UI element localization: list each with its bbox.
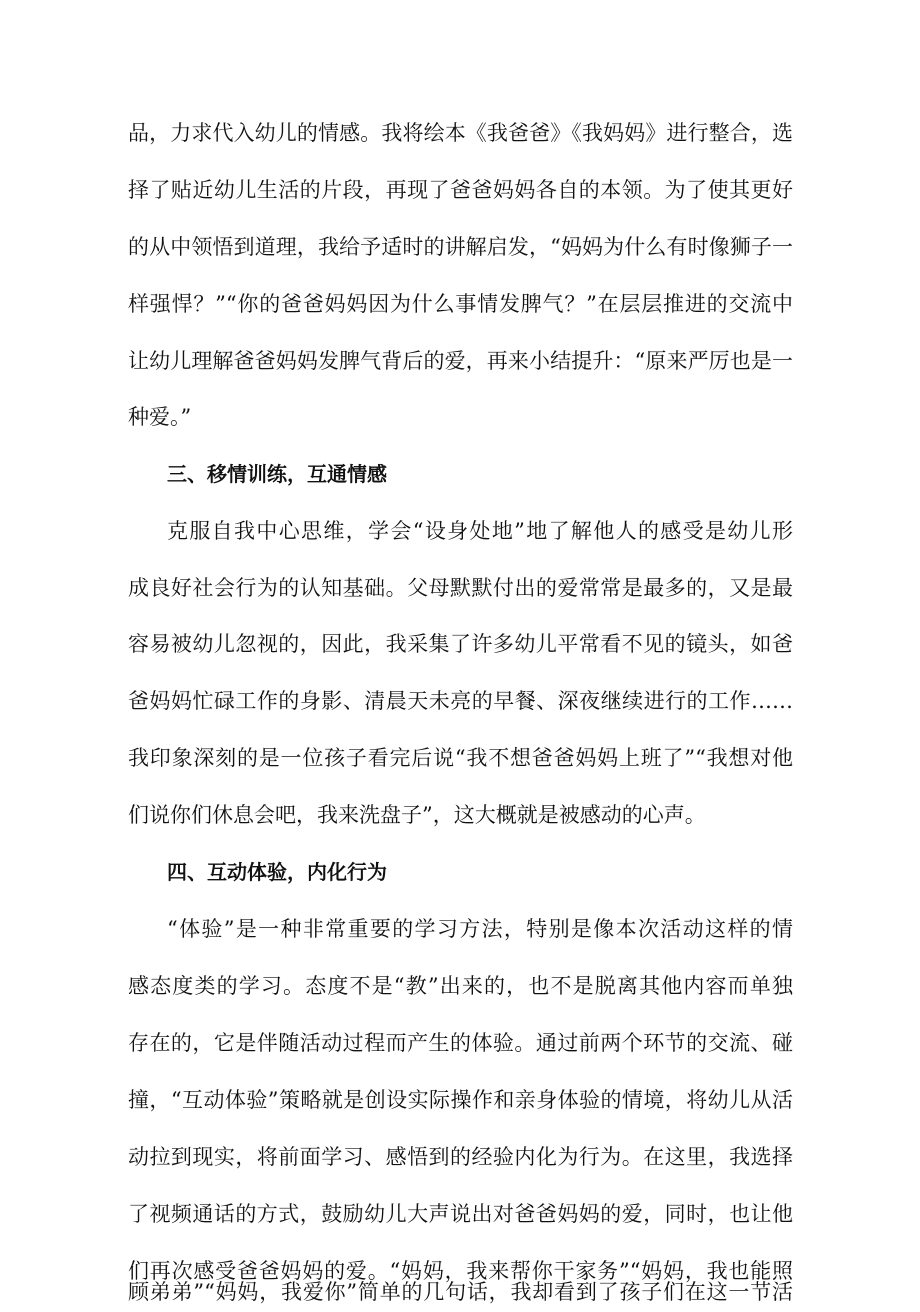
body-line-11: 爸妈妈忙碌工作的身影、清晨天未亮的早餐、深夜继续进行的工作…… xyxy=(128,689,793,713)
body-line-4: 样强悍？”“你的爸爸妈妈因为什么事情发脾气？”在层层推进的交流中 xyxy=(128,292,793,316)
body-line-5: 让幼儿理解爸爸妈妈发脾气背后的爱，再来小结提升：“原来严厉也是一 xyxy=(128,349,793,373)
body-line-16: 感态度类的学习。态度不是“教”出来的，也不是脱离其他内容而单独 xyxy=(128,974,793,998)
body-line-21: 们再次感受爸爸妈妈的爱。“妈妈，我来帮你干家务”“妈妈，我也能照 xyxy=(128,1259,793,1283)
body-line-9: 成良好社会行为的认知基础。父母默默付出的爱常常是最多的，又是最 xyxy=(128,576,793,600)
body-line-22: 顾弟弟”“妈妈，我爱你”简单的几句话，我却看到了孩子们在这一节活 xyxy=(128,1280,793,1304)
body-line-1: 品，力求代入幼儿的情感。我将绘本《我爸爸》《我妈妈》进行整合，选 xyxy=(128,121,793,145)
paragraph-start-line: “体验”是一种非常重要的学习方法，特别是像本次活动这样的情 xyxy=(167,917,793,941)
body-line-20: 了视频通话的方式，鼓励幼儿大声说出对爸爸妈妈的爱，同时，也让他 xyxy=(128,1202,793,1226)
body-line-19: 动拉到现实，将前面学习、感悟到的经验内化为行为。在这里，我选择 xyxy=(128,1145,793,1169)
body-line-10: 容易被幼儿忽视的，因此，我采集了许多幼儿平常看不见的镜头，如爸 xyxy=(128,632,793,656)
body-line-17: 存在的，它是伴随活动过程而产生的体验。通过前两个环节的交流、碰 xyxy=(128,1031,793,1055)
section-heading: 三、移情训练，互通情感 xyxy=(167,462,387,486)
paragraph-start-line: 克服自我中心思维，学会“设身处地”地了解他人的感受是幼儿形 xyxy=(167,519,793,543)
body-line-12: 我印象深刻的是一位孩子看完后说“我不想爸爸妈妈上班了”“我想对他 xyxy=(128,746,793,770)
section-heading: 四、互动体验，内化行为 xyxy=(167,860,387,884)
body-line-13: 们说你们休息会吧，我来洗盘子”，这大概就是被感动的心声。 xyxy=(128,803,706,827)
body-line-18: 撞，“互动体验”策略就是创设实际操作和亲身体验的情境，将幼儿从活 xyxy=(128,1088,793,1112)
body-line-2: 择了贴近幼儿生活的片段，再现了爸爸妈妈各自的本领。为了使其更好 xyxy=(128,178,793,202)
body-line-6: 种爱。” xyxy=(128,405,192,429)
body-line-3: 的从中领悟到道理，我给予适时的讲解启发，“妈妈为什么有时像狮子一 xyxy=(128,235,793,259)
